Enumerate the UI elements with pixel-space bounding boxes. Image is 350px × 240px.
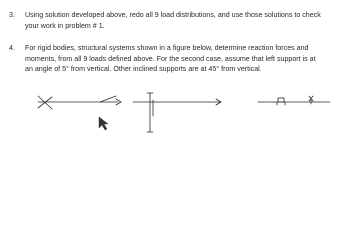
problem-4-number: 4.: [9, 44, 15, 52]
problem-3-line-1: Using solution developed above, redo all 9 load distributions, and use those solutions to check: [25, 11, 321, 19]
problem-4-line-1: For rigid bodies, structural systems shown in a figure below, determine reaction forces and: [25, 44, 309, 52]
structure-1-diagram: [38, 96, 121, 109]
problem-3-number: 3.: [9, 11, 15, 19]
problem-4-line-3: an angle of 5° from vertical. Other inclined supports are at 45° from vertical.: [25, 65, 262, 73]
structure-2-diagram: [133, 93, 221, 132]
cursor-arrow-icon: [99, 117, 108, 130]
problem-3-line-2: your work in problem # 1.: [25, 21, 105, 30]
structure-3-diagram: [258, 96, 330, 105]
problem-4-line-2: moments, from all 9 loads defined above. For the second case, assume that left support is at: [25, 54, 316, 63]
